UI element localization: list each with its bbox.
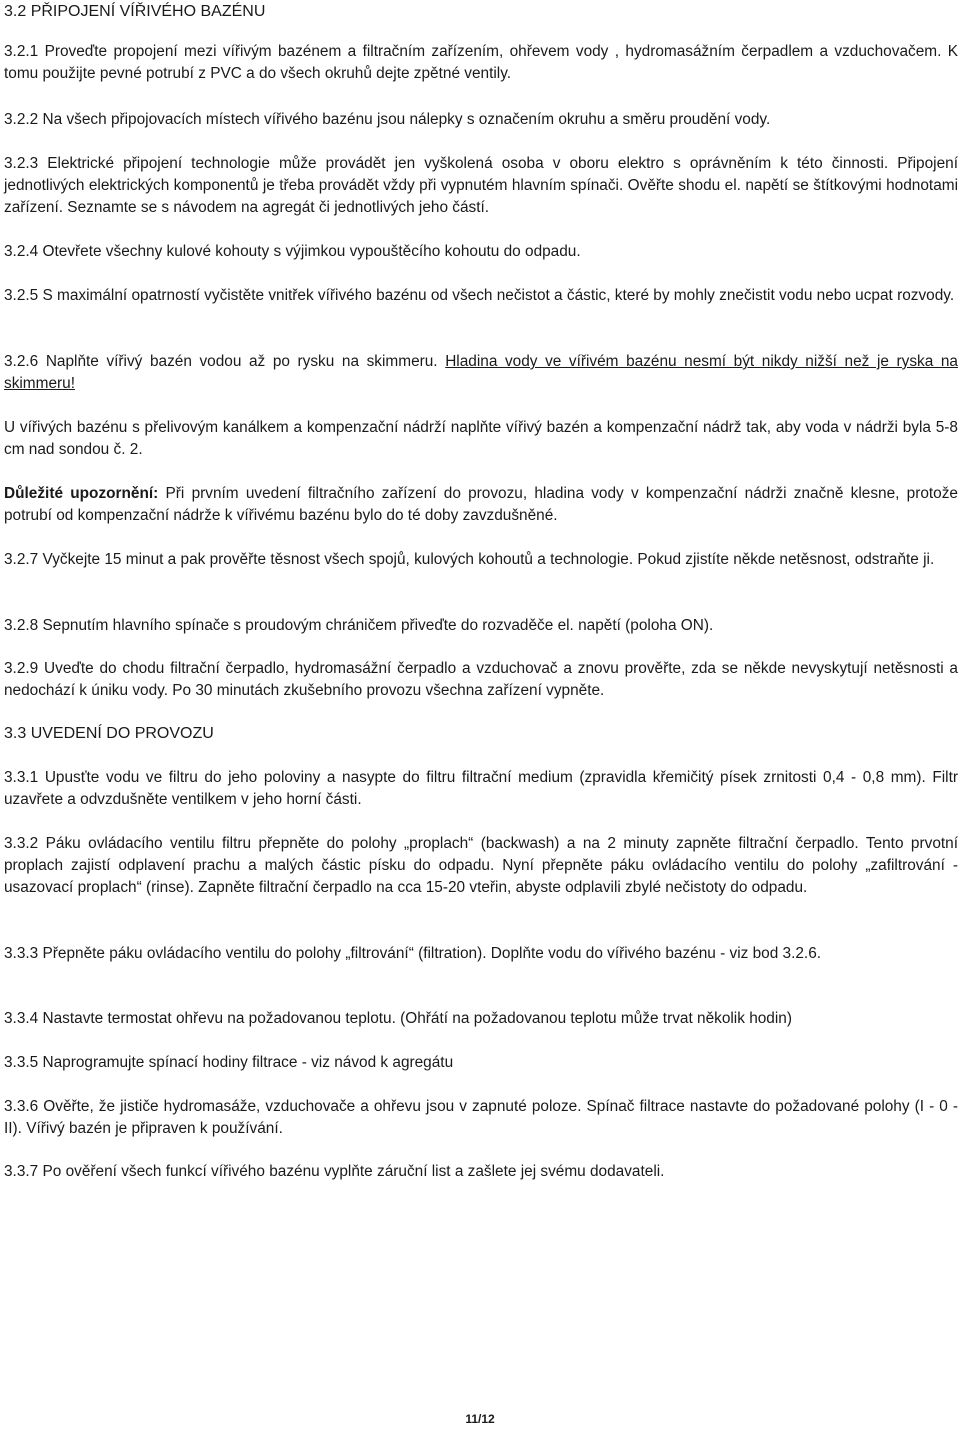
paragraph-3-3-2: 3.3.2 Páku ovládacího ventilu filtru přepněte do polohy „proplach“ (backwash) a na 2 minuty zapněte filtrační čerpadlo. Tento prvotní proplach zajistí odplavení prachu a malých částic písku do odpadu. Nyní přepněte páku ovládacího ventilu do polohy „zafiltrování - usazovací proplach“ (rinse). Zapněte filtrační čerpadlo na cca 15-20 vteřin, abyste odplavili zbylé nečistoty do odpadu. bbox=[4, 835, 958, 897]
paragraph-3-2-6 bbox=[4, 351, 958, 395]
paragraph-3-2-5: 3.2.5 S maximální opatrností vyčistěte vnitřek vířivého bazénu od všech nečistot a částic, které by mohly znečistit vodu nebo ucpat rozvody. bbox=[4, 287, 955, 304]
paragraph-3-2-9: 3.2.9 Uveďte do chodu filtrační čerpadlo, hydromasážní čerpadlo a vzduchovač a znovu prověřte, zda se někde nevyskytují netěsnosti a nedochází k úniku vody. Po 30 minutách zkušebního provozu všechna zařízení vypněte. bbox=[4, 660, 958, 700]
important-notice-label: Důležité upozornění: bbox=[4, 485, 159, 502]
paragraph-3-2-8: 3.2.8 Sepnutím hlavního spínače s proudovým chráničem přiveďte do rozvaděče el. napětí (poloha ON). bbox=[4, 617, 714, 634]
paragraph-3-2-7: 3.2.7 Vyčkejte 15 minut a pak prověřte těsnost všech spojů, kulových kohoutů a technologie. Pokud zjistíte někde netěsnost, odstraňte ji. bbox=[4, 551, 935, 568]
important-notice-text: Při prvním uvedení filtračního zařízení do provozu, hladina vody v kompenzační nádrži značně klesne, protože potrubí od kompenzační nádrže k vířivému bazénu bylo do té doby zavzdušněné. bbox=[4, 485, 958, 525]
page-number: 11/12 bbox=[465, 1412, 495, 1426]
section-heading-3-3: 3.3 UVEDENÍ DO PROVOZU bbox=[4, 725, 214, 742]
paragraph-overflow-tank: U vířivých bazénu s přelivovým kanálkem a kompenzační nádrží naplňte vířivý bazén a kompenzační nádrž tak, aby voda v nádrži byla 5-8 cm nad sondou č. 2. bbox=[4, 419, 958, 459]
important-notice bbox=[4, 483, 958, 527]
paragraph-3-2-4: 3.2.4 Otevřete všechny kulové kohouty s výjimkou vypouštěcího kohoutu do odpadu. bbox=[4, 243, 581, 260]
paragraph-3-2-6-text: 3.2.6 Naplňte vířivý bazén vodou až po rysku na skimmeru. bbox=[4, 353, 438, 370]
section-heading-3-2: 3.2 PŘIPOJENÍ VÍŘIVÉHO BAZÉNU bbox=[4, 3, 266, 20]
paragraph-3-3-5: 3.3.5 Naprogramujte spínací hodiny filtrace - viz návod k agregátu bbox=[4, 1054, 454, 1071]
paragraph-3-3-4: 3.3.4 Nastavte termostat ohřevu na požadovanou teplotu. (Ohřátí na požadovanou teplotu může trvat několik hodin) bbox=[4, 1010, 792, 1027]
paragraph-3-3-1: 3.3.1 Upusťte vodu ve filtru do jeho poloviny a nasypte do filtru filtrační medium (zpravidla křemičitý písek zrnitosti 0,4 - 0,8 mm). Filtr uzavřete a odvzdušněte ventilkem v jeho horní části. bbox=[4, 769, 958, 809]
paragraph-3-2-1: 3.2.1 Proveďte propojení mezi vířivým bazénem a filtračním zařízením, ohřevem vody , hydromasážním čerpadlem a vzduchovačem. K tomu použijte pevné potrubí z PVC a do všech okruhů dejte zpětné ventily. bbox=[4, 43, 958, 83]
paragraph-3-2-2: 3.2.2 Na všech připojovacích místech vířivého bazénu jsou nálepky s označením okruhu a směru proudění vody. bbox=[4, 111, 771, 128]
paragraph-3-3-3: 3.3.3 Přepněte páku ovládacího ventilu do polohy „filtrování“ (filtration). Doplňte vodu do vířivého bazénu - viz bod 3.2.6. bbox=[4, 945, 822, 962]
paragraph-3-3-7: 3.3.7 Po ověření všech funkcí vířivého bazénu vyplňte záruční list a zašlete jej svému dodavateli. bbox=[4, 1163, 665, 1180]
paragraph-3-3-6: 3.3.6 Ověřte, že jističe hydromasáže, vzduchovače a ohřevu jsou v zapnuté poloze. Spínač filtrace nastavte do požadované polohy (I - 0 - II). Vířivý bazén je připraven k používání. bbox=[4, 1098, 958, 1138]
paragraph-3-2-6-warning: Hladina vody ve vířivém bazénu nesmí být nikdy nižší než je ryska na skimmeru! bbox=[4, 353, 958, 393]
paragraph-3-2-3: 3.2.3 Elektrické připojení technologie může provádět jen vyškolená osoba v oboru elektro s oprávněním k této činnosti. Připojení jednotlivých elektrických komponentů je třeba provádět vždy při vypnutém hlavním spínači. Ověřte shodu el. napětí se štítkovými hodnotami zařízení. Seznamte se s návodem na agregát či jednotlivých jeho částí. bbox=[4, 155, 958, 217]
